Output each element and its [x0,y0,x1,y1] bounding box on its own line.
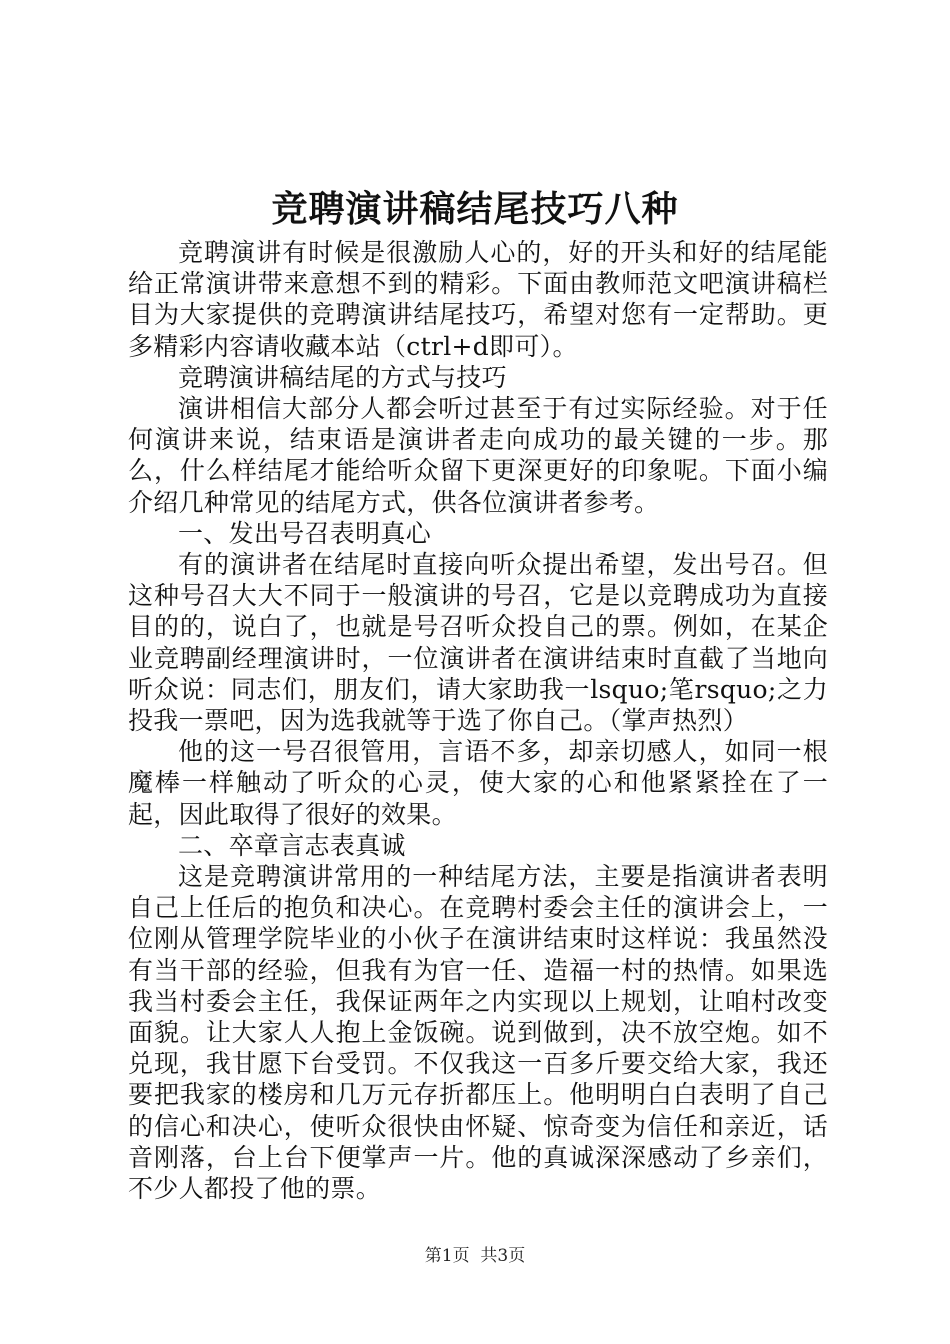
paragraph-call-to-action: 有的演讲者在结尾时直接向听众提出希望，发出号召。但这种号召大大不同于一般演讲的号召，它是以竞聘成功为直接目的的，说白了，也就是号召听众投自己的票。例如，在某企业竞聘副经理演讲时，一位演讲者在演讲结束时直截了当地向听众说：同志们，朋友们，请大家助我一lsquo;笔rsquo;之力投我一票吧，因为选我就等于选了你自己。（掌声热烈） [128,550,828,736]
paragraph-call-effect: 他的这一号召很管用，言语不多，却亲切感人，如同一根魔棒一样触动了听众的心灵，使大家的心和他紧紧拴在了一起，因此取得了很好的效果。 [128,737,828,829]
document-body [128,237,828,1204]
page-footer [0,1244,950,1268]
section-heading-methods: 竞聘演讲稿结尾的方式与技巧 [178,362,507,392]
section-heading-2: 二、卒章言志表真诚 [178,830,406,860]
paragraph-overview: 演讲相信大部分人都会听过甚至于有过实际经验。对于任何演讲来说，结束语是演讲者走向成功的最关键的一步。那么，什么样结尾才能给听众留下更深更好的印象呢。下面小编介绍几种常见的结尾方式，供各位演讲者参考。 [128,394,828,517]
paragraph-sincerity: 这是竞聘演讲常用的一种结尾方法，主要是指演讲者表明自己上任后的抱负和决心。在竞聘村委会主任的演讲会上，一位刚从管理学院毕业的小伙子在演讲结束时这样说：我虽然没有当干部的经验，但我有为官一任、造福一村的热情。如果选我当村委会主任，我保证两年之内实现以上规划，让咱村改变面貌。让大家人人抱上金饭碗。说到做到，决不放空炮。如不兑现，我甘愿下台受罚。不仅我这一百多斤要交给大家，我还要把我家的楼房和几万元存折都压上。他明明白白表明了自己的信心和决心，使听众很快由怀疑、惊奇变为信任和亲近，话音刚落，台上台下便掌声一片。他的真诚深深感动了乡亲们，不少人都投了他的票。 [128,862,828,1204]
page-number: 第1页 [424,1246,470,1266]
section-heading-1: 一、发出号召表明真心 [178,518,432,548]
page-total: 共3页 [480,1246,526,1266]
paragraph-intro: 竞聘演讲有时候是很激励人心的，好的开头和好的结尾能给正常演讲带来意想不到的精彩。下面由教师范文吧演讲稿栏目为大家提供的竞聘演讲结尾技巧，希望对您有一定帮助。更多精彩内容请收藏本站（ctrl+d即可）。 [128,238,828,361]
document-title: 竞聘演讲稿结尾技巧八种 [271,188,679,230]
